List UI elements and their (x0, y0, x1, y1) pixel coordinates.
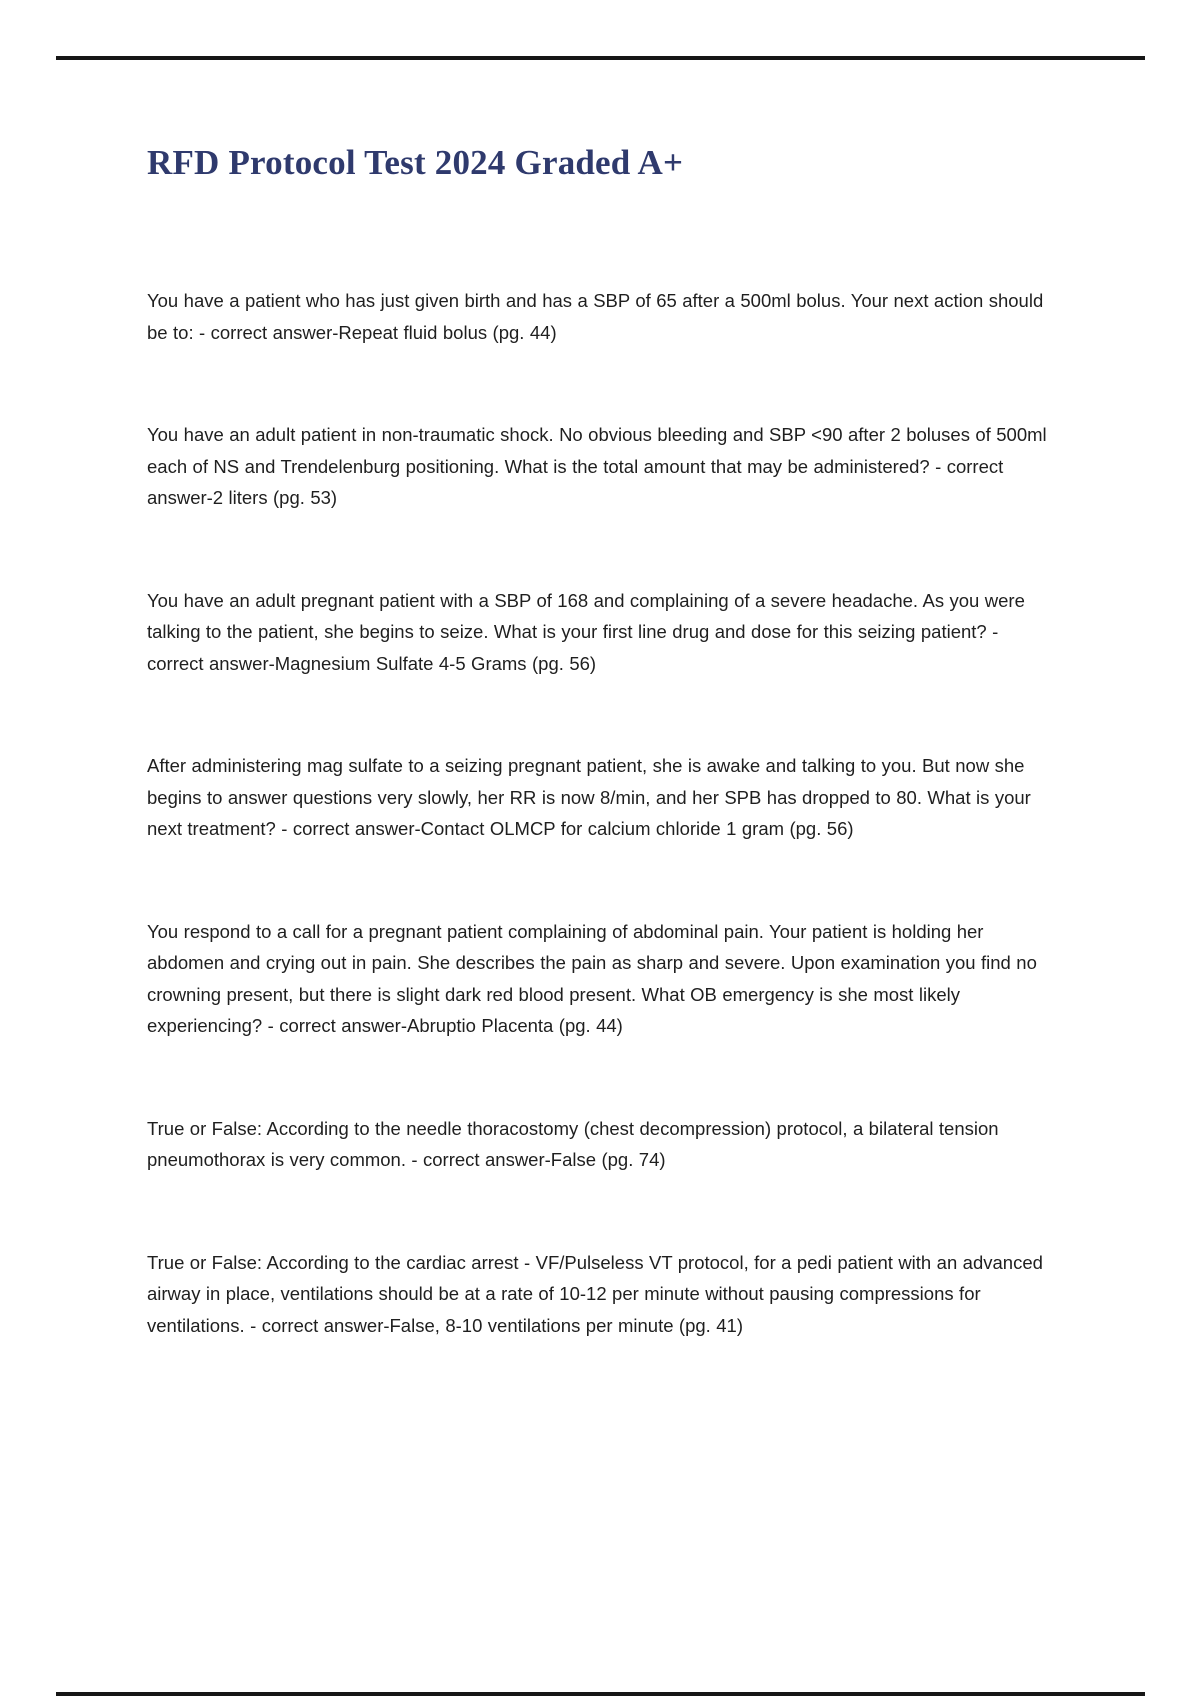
top-rule (56, 56, 1145, 60)
page-title: RFD Protocol Test 2024 Graded A+ (147, 143, 684, 182)
qa-item: After administering mag sulfate to a seizing pregnant patient, she is awake and talking to you. But now she begins to answer questions very slowly, her RR is now 8/min, and her SPB has dropped to 80. What is your next treatment? - correct answer-Contact OLMCP for calcium chloride 1 gram (pg. 56) (147, 755, 1031, 839)
qa-item: You respond to a call for a pregnant patient complaining of abdominal pain. Your patient is holding her abdomen and crying out in pain. She describes the pain as sharp and severe. Upon examination you find no crowning present, but there is slight dark red blood present. What OB emergency is she most likely experiencing? - correct answer-Abruptio Placenta (pg. 44) (147, 920, 1037, 1036)
qa-item: True or False: According to the cardiac arrest - VF/Pulseless VT protocol, for a pedi patient with an advanced airway in place, ventilations should be at a rate of 10-12 per minute without pausing compressions for ventilations. - correct answer-False, 8-10 ventilations per minute (pg. 41) (147, 1251, 1043, 1336)
question-answer-list (147, 285, 1059, 1341)
bottom-rule (56, 1692, 1145, 1696)
qa-item: You have a patient who has just given birth and has a SBP of 65 after a 500ml bolus. Your next action should be to: - correct answer-Repeat fluid bolus (pg. 44) (147, 290, 1044, 343)
qa-item: You have an adult patient in non-traumatic shock. No obvious bleeding and SBP <90 after 2 boluses of 500ml each of NS and Trendelenburg positioning. What is the total amount that may be administered? - correct answer-2 liters (pg. 53) (147, 424, 1047, 508)
qa-item: True or False: According to the needle thoracostomy (chest decompression) protocol, a bilateral tension pneumothorax is very common. - correct answer-False (pg. 74) (147, 1117, 999, 1170)
qa-item: You have an adult pregnant patient with a SBP of 168 and complaining of a severe headache. As you were talking to the patient, she begins to seize. What is your first line drug and dose for this seizing patient? - correct answer-Magnesium Sulfate 4-5 Grams (pg. 56) (147, 589, 1025, 674)
